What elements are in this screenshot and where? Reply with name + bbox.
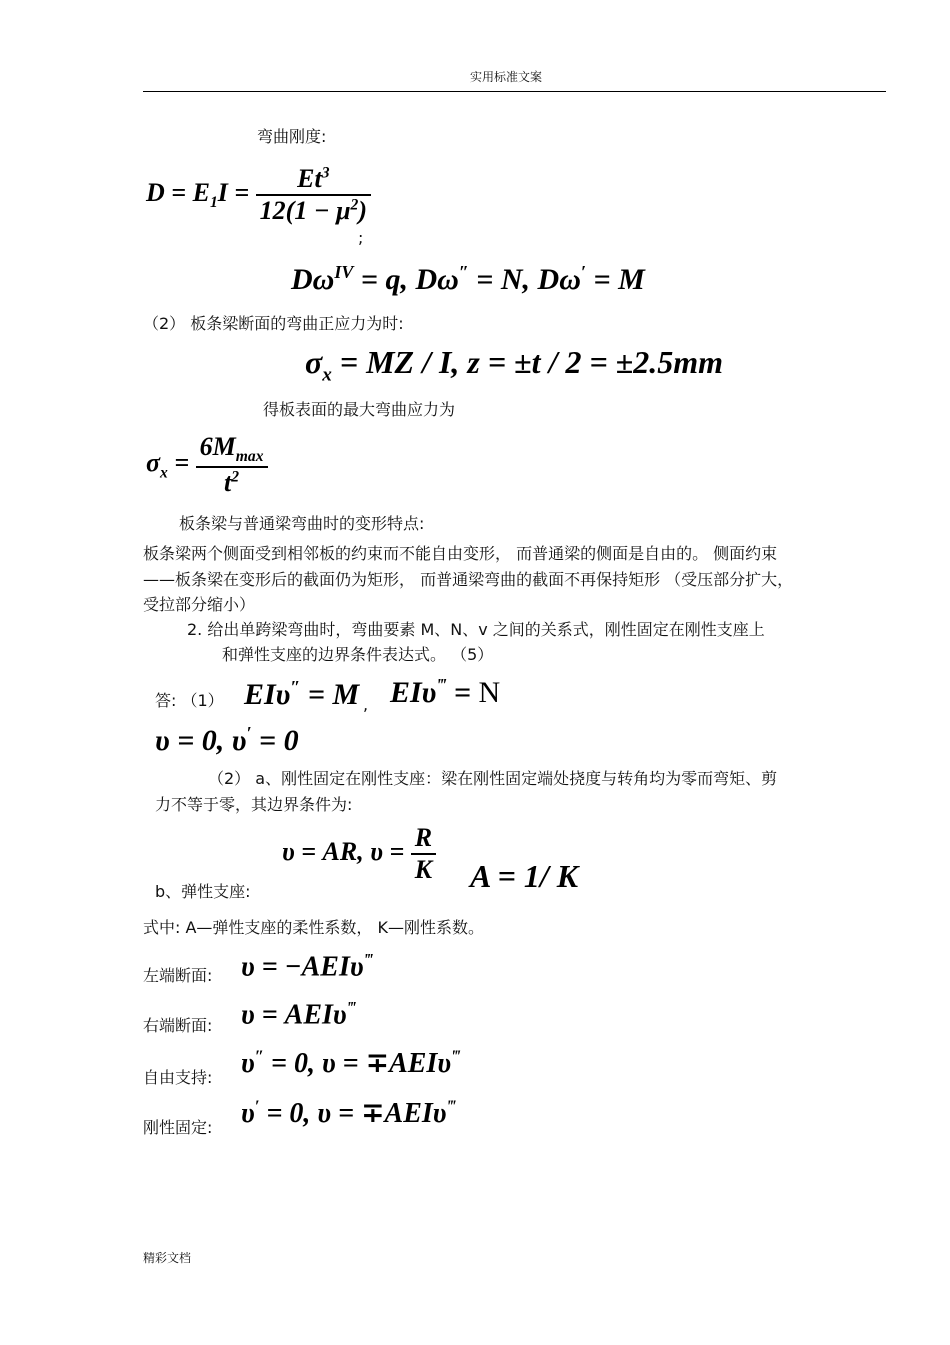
- formula-eiv-m: EIυ″ = M: [244, 677, 360, 711]
- semicolon: ;: [358, 228, 364, 247]
- where-line: 式中: A—弹性支座的柔性系数， K—刚性系数。: [143, 918, 485, 937]
- header-rule: [143, 91, 886, 92]
- formula-right-end: υ = AEIυ‴: [241, 998, 356, 1031]
- question2-line-1: 2. 给出单跨梁弯曲时，弯曲要素 M、N、v 之间的关系式，刚性固定在刚性支座上: [187, 620, 765, 639]
- answer-a-line-2: 力不等于零，其边界条件为:: [155, 795, 353, 814]
- answer-comma: ,: [363, 695, 369, 714]
- elastic-support-label: b、弹性支座:: [155, 882, 251, 901]
- formula-simple-support: υ = 0, υ′ = 0: [155, 723, 299, 757]
- formula-elastic-support: υ = AR, υ = $\frac{R}{K}$: [282, 823, 436, 885]
- item2-heading: （2） 板条梁断面的弯曲正应力为时:: [143, 314, 404, 333]
- formula-rigid-fixed: υ′ = 0, υ = ∓AEIυ‴: [241, 1096, 456, 1129]
- formula-eiv-n: EIυ‴ = N: [390, 675, 501, 709]
- left-end-label: 左端断面:: [143, 966, 213, 985]
- deform-line-1: 板条梁两个侧面受到相邻板的约束而不能自由变形， 而普通梁的侧面是自由的。 侧面约束: [143, 544, 778, 563]
- deform-line-3: 受拉部分缩小）: [143, 595, 256, 614]
- page-footer: 精彩文档: [143, 1251, 192, 1265]
- max-stress-label: 得板表面的最大弯曲应力为: [263, 400, 456, 419]
- page-header: 实用标准文案: [470, 70, 543, 84]
- formula-normal-stress: $\sigma_x$ = MZ / I, z = ±t / 2 = ±2.5mm: [305, 344, 724, 386]
- formula-bending-stiffness: $D = E_1I$ = $\frac{Et^3}{12(1 - \mu^2)}$: [146, 164, 371, 226]
- formula-flexibility: A = 1/ K: [470, 858, 579, 894]
- deform-title: 板条梁与普通梁弯曲时的变形特点:: [179, 514, 425, 533]
- formula-free-support: υ″ = 0, υ = ∓AEIυ‴: [241, 1046, 461, 1079]
- rigid-fixed-label: 刚性固定:: [143, 1118, 213, 1137]
- bending-stiffness-label: 弯曲刚度:: [257, 127, 327, 146]
- formula-differential-relations: $D\omega^{IV} = q$, Dω″ = N, Dω′ = M: [291, 262, 645, 296]
- right-end-label: 右端断面:: [143, 1016, 213, 1035]
- deform-line-2: ——板条梁在变形后的截面仍为矩形， 而普通梁弯曲的截面不再保持矩形 （受压部分扩大，: [143, 570, 794, 589]
- formula-left-end: υ = −AEIυ‴: [241, 950, 373, 983]
- free-support-label: 自由支持:: [143, 1068, 213, 1087]
- formula-max-stress: $\sigma_x$ = $\frac{6M_{max}}{t^2}$: [146, 432, 268, 498]
- answer-label: 答: （1）: [155, 691, 224, 710]
- answer-a-line-1: （2） a、刚性固定在刚性支座：梁在刚性固定端处挠度与转角均为零而弯矩、剪: [208, 769, 778, 788]
- question2-line-2: 和弹性支座的边界条件表达式。 （5）: [222, 645, 494, 664]
